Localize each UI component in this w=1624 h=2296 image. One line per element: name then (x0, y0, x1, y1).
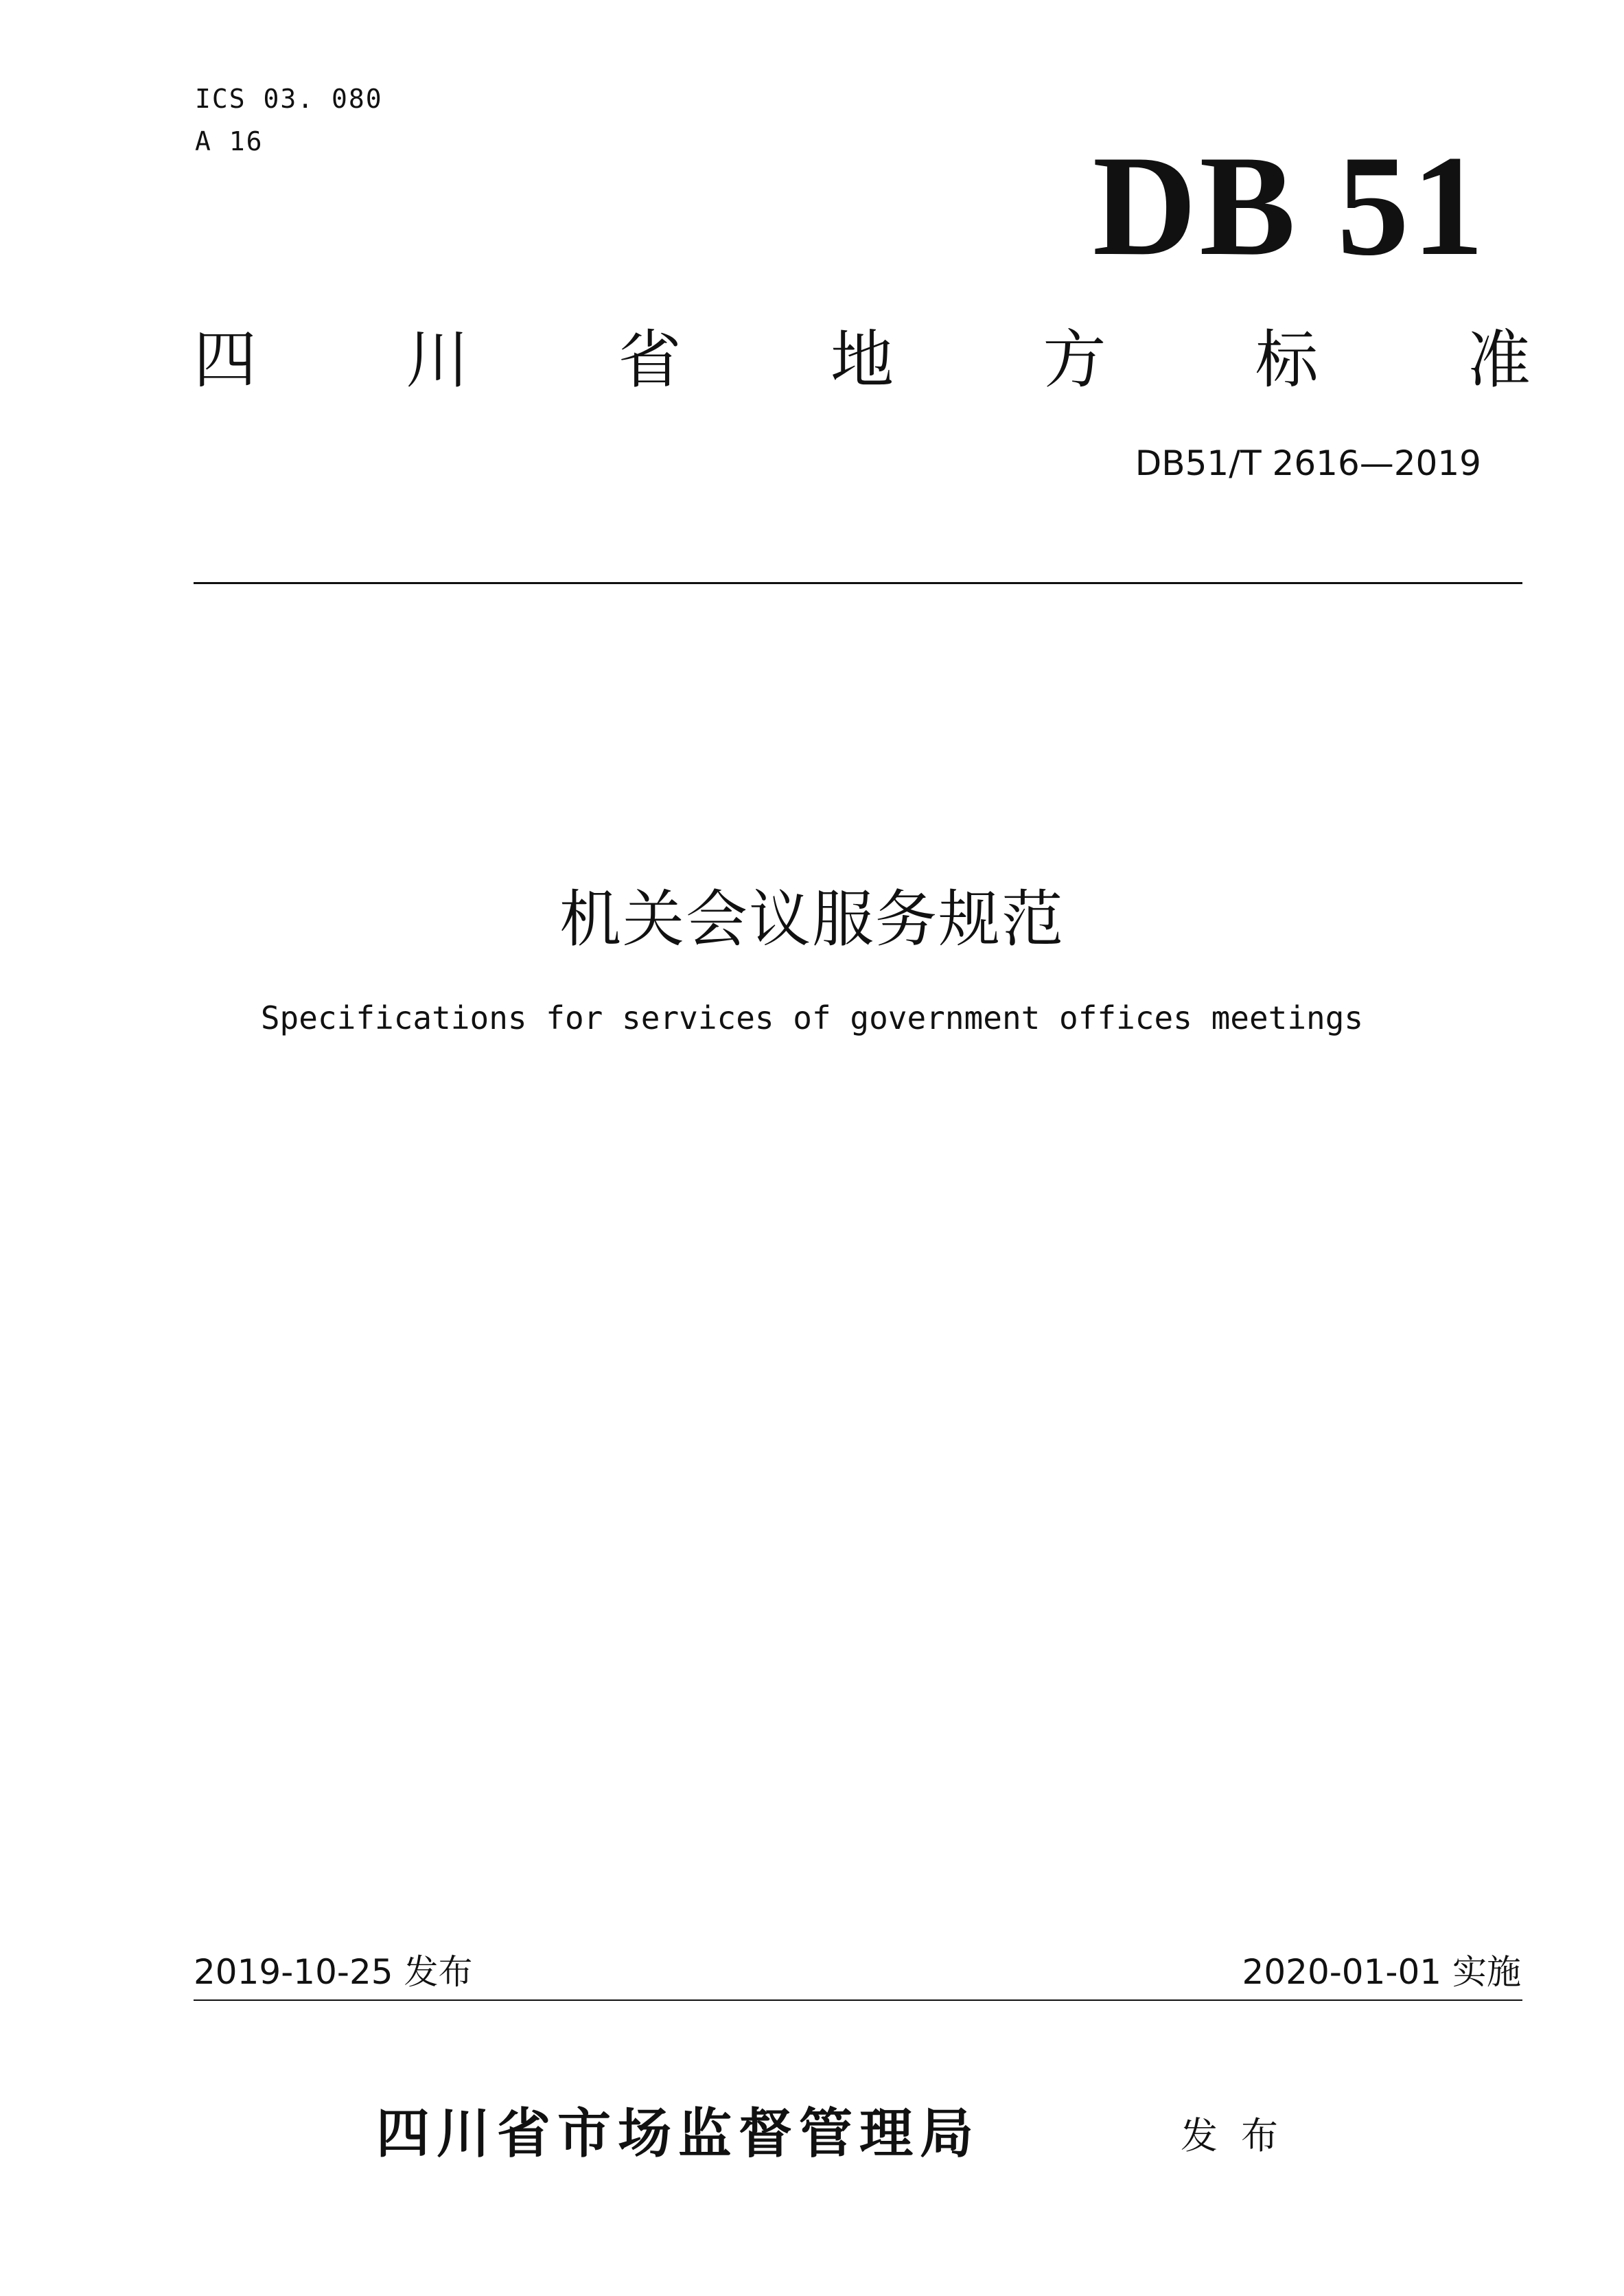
standard-type-char: 省 (618, 323, 682, 397)
standard-type-title (194, 323, 1531, 398)
ccs-code: A 16 (195, 126, 264, 156)
header-divider (194, 582, 1522, 584)
standard-type-char: 川 (406, 323, 469, 397)
footer-divider (194, 1999, 1522, 2001)
ics-code: ICS 03. 080 (195, 84, 383, 114)
document-title-en: Specifications for services of government offices meetings (260, 999, 1364, 1036)
standard-type-char: 地 (830, 323, 894, 397)
db-mark: DB 51 (1092, 126, 1487, 286)
standard-type-char: 准 (1467, 323, 1531, 397)
standard-number: DB51/T 2616—2019 (1135, 443, 1481, 483)
document-title-cn: 机关会议服务规范 (559, 883, 1065, 955)
standard-type-char: 四 (194, 323, 257, 397)
publisher-name: 四川省市场监督管理局 (376, 2103, 981, 2165)
effective-date: 2020-01-01 实施 (1242, 1952, 1521, 1992)
standard-type-char: 标 (1255, 323, 1319, 397)
standard-type-char: 方 (1043, 323, 1106, 397)
publisher-action: 发布 (1181, 2114, 1301, 2157)
release-date: 2019-10-25 发布 (194, 1952, 473, 1992)
